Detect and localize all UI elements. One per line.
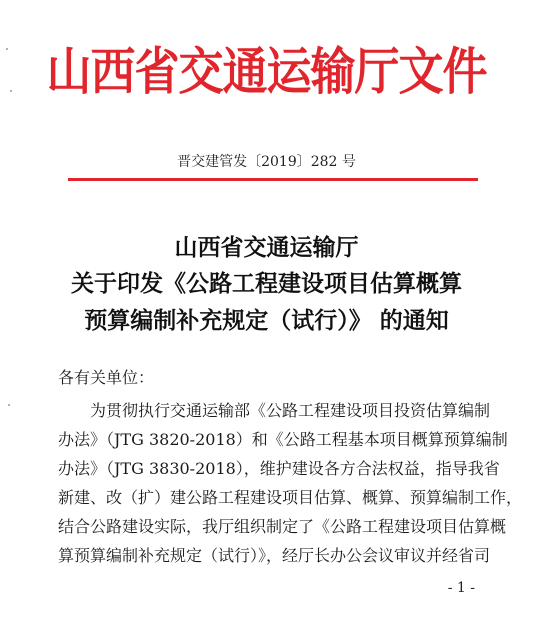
- scan-speck: [8, 404, 10, 406]
- body-paragraph-line: 算预算编制补充规定（试行）》，经厅长办公会议审议并经省司: [58, 546, 491, 565]
- scan-speck: [10, 90, 12, 92]
- title-line-2: 关于印发《公路工程建设项目估算概算: [71, 270, 462, 297]
- title-line-3: 预算编制补充规定（试行）》 的通知: [84, 307, 449, 334]
- body-paragraph-line: 办法》（JTG 3830-2018），维护建设各方合法权益，指导我省: [58, 459, 500, 478]
- red-divider-line: [68, 178, 478, 181]
- scan-speck: [6, 48, 8, 50]
- body-paragraph-line: 新建、改（扩）建公路工程建设项目估算、概算、预算编制工作，: [58, 488, 523, 507]
- body-paragraph-line: 结合公路建设实际，我厅组织制定了《公路工程建设项目估算概: [58, 517, 507, 536]
- document-number: 晋交建管发〔2019〕282 号: [177, 154, 356, 170]
- body-paragraph-line: 为贯彻执行交通运输部《公路工程建设项目投资估算编制: [90, 401, 491, 420]
- salutation: 各有关单位：: [58, 368, 155, 387]
- page-number: - 1 -: [447, 580, 475, 596]
- body-paragraph-line: 办法》（JTG 3820-2018）和《公路工程基本项目概算预算编制: [58, 430, 508, 449]
- title-line-1: 山西省交通运输厅: [174, 234, 359, 261]
- document-masthead: 山西省交通运输厅文件: [46, 41, 487, 102]
